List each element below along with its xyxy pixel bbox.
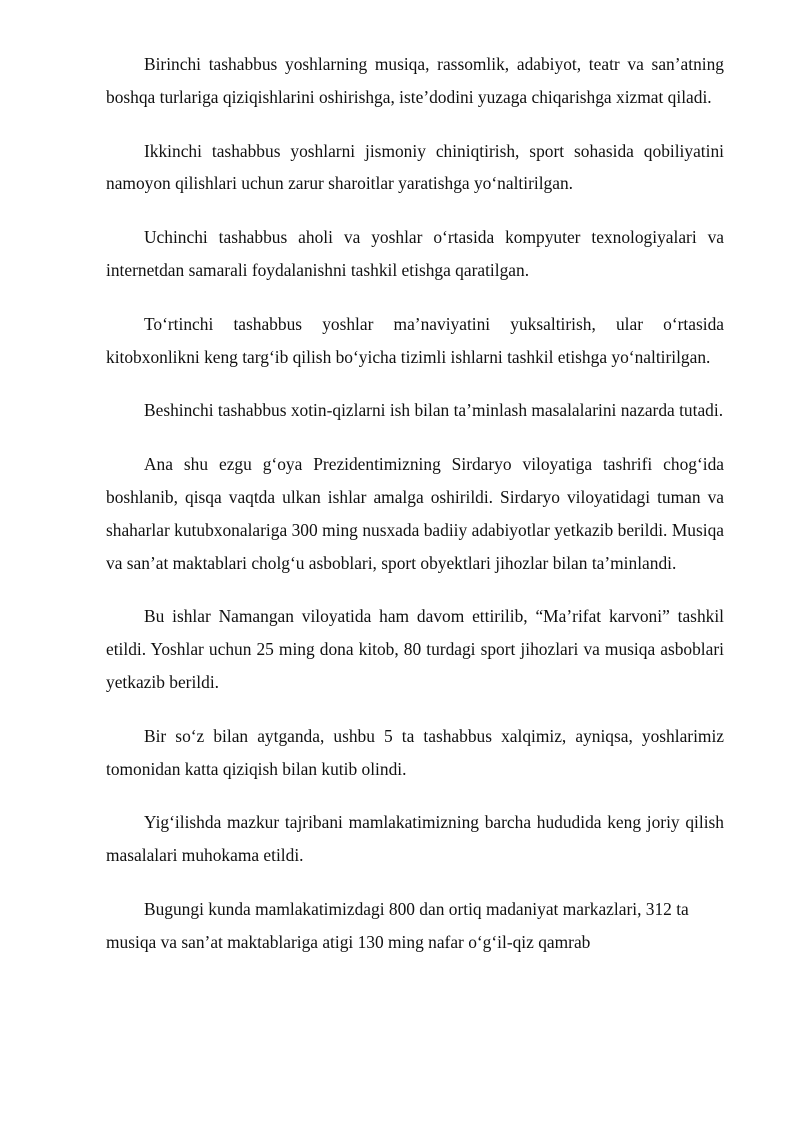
paragraph-sirdaryo: Ana shu ezgu g‘oya Prezidentimizning Sirdaryo viloyatiga tashrifi chog‘ida boshlanib, qisqa vaqtda ulkan ishlar amalga oshirildi. Sirdaryo viloyatidagi tuman va shaharlar kutubxonalariga 300 ming nusxada badiiy adabiyotlar yetkazib berildi. Musiqa va san’at maktablari cholg‘u asboblari, sport obyektlari jihozlar bilan ta’minlandi. — [106, 454, 724, 573]
paragraph-second-initiative: Ikkinchi tashabbus yoshlarni jismoniy chiniqtirish, sport sohasida qobiliyatini namoyon qilishlari uchun zarur sharoitlar yaratishga yo‘naltirilgan. — [106, 140, 724, 194]
paragraph-third-initiative: Uchinchi tashabbus aholi va yoshlar o‘rtasida kompyuter texnologiyalari va internetdan samarali foydalanishni tashkil etishga qaratilgan. — [106, 227, 724, 280]
paragraph-fifth-initiative: Beshinchi tashabbus xotin-qizlarni ish bilan ta’minlash masalalarini nazarda tutadi. — [144, 400, 724, 421]
paragraph-today: Bugungi kunda mamlakatimizdagi 800 dan ortiq madaniyat markazlari, 312 ta musiqa va san’at maktablariga atigi 130 ming nafar o‘g‘il-qiz qamrab — [106, 898, 689, 952]
paragraph-fourth-initiative: To‘rtinchi tashabbus yoshlar ma’naviyatini yuksaltirish, ular o‘rtasida kitobxonlikni keng targ‘ib qilish bo‘yicha tizimli ishlarni tashkil etishga yo‘naltirilgan. — [106, 313, 724, 367]
paragraph-meeting: Yig‘ilishda mazkur tajribani mamlakatimizning barcha hududida keng joriy qilish masalalari muhokama etildi. — [106, 812, 724, 866]
paragraph-namangan: Bu ishlar Namangan viloyatida ham davom ettirilib, “Ma’rifat karvoni” tashkil etildi. Yoshlar uchun 25 ming dona kitob, 80 turdagi sport jihozlari va musiqa asboblari yetkazib berildi. — [106, 606, 724, 692]
paragraph-first-initiative: Birinchi tashabbus yoshlarning musiqa, rassomlik, adabiyot, teatr va san’atning boshqa turlariga qiziqishlarini oshirishga, iste’dodini yuzaga chiqarishga xizmat qiladi. — [106, 54, 724, 107]
paragraph-summary: Bir so‘z bilan aytganda, ushbu 5 ta tashabbus xalqimiz, ayniqsa, yoshlarimiz tomonidan katta qiziqish bilan kutib olindi. — [106, 725, 724, 779]
